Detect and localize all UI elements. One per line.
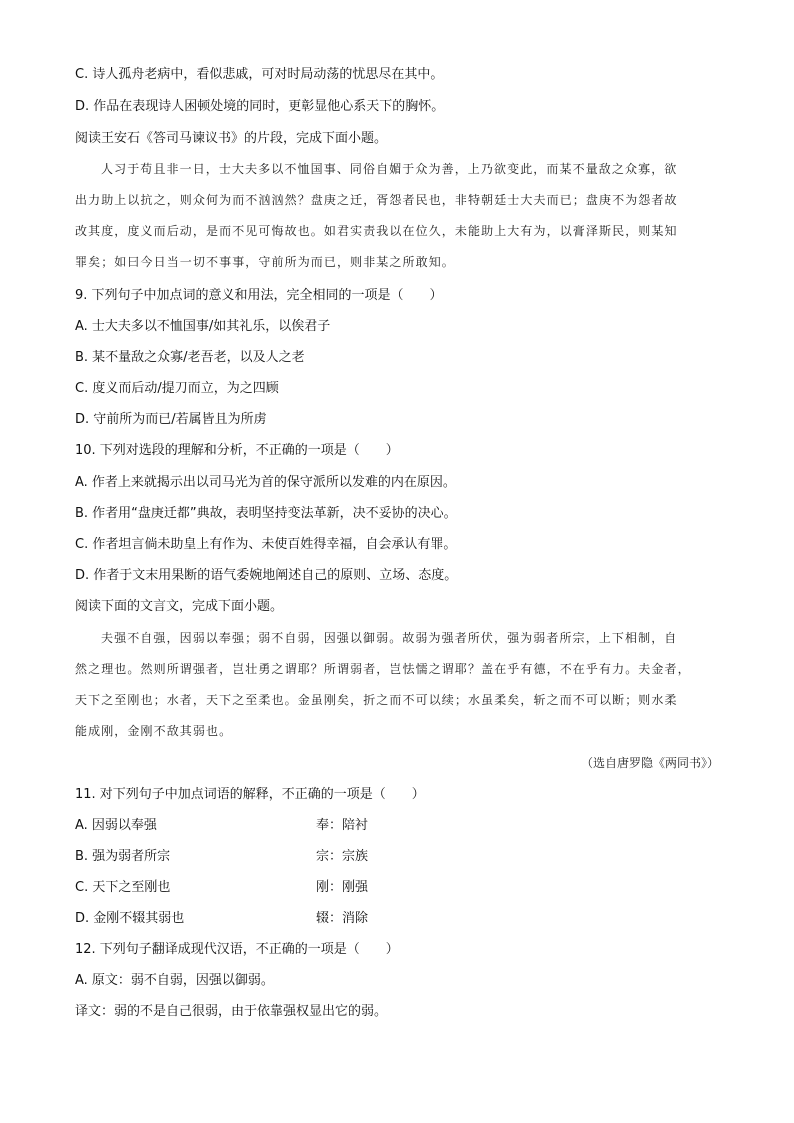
q10-option-b: B. 作者用“盘庚迁都”典故，表明坚持变法革新，决不妥协的决心。	[75, 506, 457, 521]
q11-option-d: D. 金刚不辍其弱也	[75, 911, 185, 926]
passage-1	[75, 154, 719, 278]
passage-2-line: 能成刚，金刚不敌其弱也。	[75, 724, 233, 738]
q8-option-d: D. 作品在表现诗人困顿处境的同时，更彰显他心系天下的胸怀。	[75, 99, 445, 114]
q11-option-c: C. 天下之至刚也	[75, 880, 171, 895]
passage-2-line: 然之理也。然则所谓强者，岂壮勇之谓耶？所谓弱者，岂怯懦之谓耶？盖在乎有德，不在乎有力。夫金者，	[75, 662, 691, 676]
q11-gloss-c: 刚：刚强	[316, 880, 369, 895]
q10-stem: 10. 下列对选段的理解和分析，不正确的一项是（ ）	[75, 443, 399, 458]
q9-option-d: D. 守前所为而已/若属皆且为所虏	[75, 412, 267, 427]
q11-option-b: B. 强为弱者所宗	[75, 849, 171, 864]
q12-translation: 译文：弱的不是自己很弱，由于依靠强权显出它的弱。	[75, 1004, 388, 1019]
q12-stem: 12. 下列句子翻译成现代汉语，不正确的一项是（ ）	[75, 942, 399, 957]
q10-option-c: C. 作者坦言倘未助皇上有作为、未使百姓得幸福，自会承认有罪。	[75, 537, 457, 552]
q12-option-a: A. 原文：弱不自弱，因强以御弱。	[75, 973, 274, 988]
q10-option-d: D. 作者于文末用果断的语气委婉地阐述自己的原则、立场、态度。	[75, 568, 458, 583]
reading-intro-1: 阅读王安石《答司马谏议书》的片段，完成下面小题。	[75, 131, 388, 146]
passage-2-line: 夫强不自强，因弱以奉强；弱不自弱，因强以御弱。故弱为强者所伏，强为弱者所宗，上下相制，自	[101, 631, 678, 645]
q9-option-a: A. 士大夫多以不恤国事/如其礼乐，以俟君子	[75, 319, 331, 334]
passage-source: （选自唐罗隐《两同书》）	[580, 756, 719, 770]
q9-stem: 9. 下列句子中加点词的意义和用法，完全相同的一项是（ ）	[75, 288, 443, 303]
passage-1-line: 人习于苟且非一日，士大夫多以不恤国事、同俗自媚于众为善，上乃欲变此，而某不量敌之众寡，欲	[101, 162, 678, 176]
reading-intro-2: 阅读下面的文言文，完成下面小题。	[75, 599, 284, 614]
q8-option-c: C. 诗人孤舟老病中，看似悲戚，可对时局动荡的忧思尽在其中。	[75, 67, 444, 82]
q11-gloss-b: 宗：宗族	[316, 849, 369, 864]
q11-gloss-a: 奉：陪衬	[316, 818, 369, 833]
passage-1-line: 罪矣；如曰今日当一切不事事，守前所为而已，则非某之所敢知。	[75, 255, 455, 269]
passage-2	[75, 623, 719, 747]
q10-option-a: A. 作者上来就揭示出以司马光为首的保守派所以发难的内在原因。	[75, 475, 456, 490]
q9-option-c: C. 度义而后动/提刀而立，为之四顾	[75, 381, 279, 396]
q11-option-a: A. 因弱以奉强	[75, 818, 157, 833]
q11-gloss-d: 辍：消除	[316, 911, 369, 926]
q9-option-b: B. 某不量敌之众寡/老吾老，以及人之老	[75, 350, 305, 365]
passage-2-line: 天下之至刚也；水者，天下之至柔也。金虽刚矣，折之而不可以续；水虽柔矣，斩之而不可以断；则水柔	[75, 693, 678, 707]
q11-stem: 11. 对下列句子中加点词语的解释，不正确的一项是（ ）	[75, 787, 425, 802]
passage-1-line: 改其度，度义而后动，是而不见可悔故也。如君实责我以在位久，未能助上大有为，以膏泽斯民，则某知	[75, 224, 678, 238]
passage-1-line: 出力助上以抗之，则众何为而不汹汹然？盘庚之迁，胥怨者民也，非特朝廷士大夫而已；盘庚不为怨者故	[75, 193, 678, 207]
